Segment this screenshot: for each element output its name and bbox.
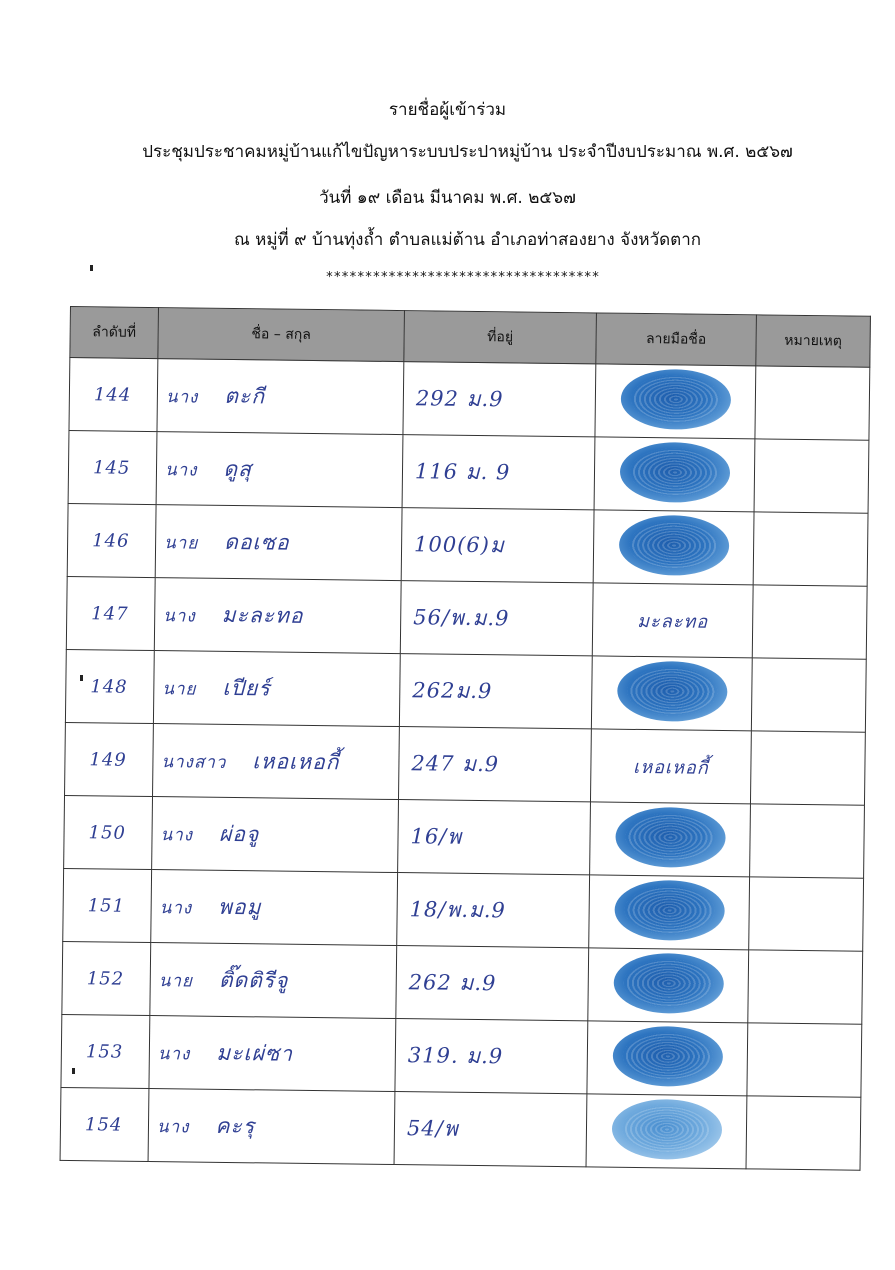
document-title: รายชื่อผู้เข้าร่วม [388, 100, 507, 120]
table-row [62, 941, 863, 1024]
meeting-location: ณ หมู่ที่ ๙ บ้านทุ่งถ้ำ ตำบลแม่ต้าน อำเภอท่าสองยาง จังหวัดตาก [233, 230, 702, 250]
name-cell [155, 505, 402, 581]
signature-cell [586, 1094, 747, 1169]
table-row [61, 1014, 862, 1097]
separator-stars: *********************************** [325, 270, 600, 285]
note-cell [747, 1023, 862, 1097]
signature-cell [595, 364, 756, 439]
table-row [60, 1087, 861, 1170]
signature-cell [589, 875, 750, 950]
address-cell: 100(6)ม [401, 508, 594, 583]
signature-cell [588, 948, 749, 1023]
fingerprint-icon [611, 1099, 722, 1160]
row-number: 152 [62, 941, 151, 1015]
given-name: ดอเซอ [224, 529, 290, 555]
signature-cell [593, 510, 754, 585]
name-cell [150, 943, 397, 1019]
row-number: 150 [64, 795, 153, 869]
given-name: ติ๊ดติรีจู [218, 967, 289, 993]
fingerprint-icon [619, 442, 730, 503]
note-cell [750, 804, 865, 878]
given-name: ผ่อจู [218, 821, 260, 846]
fingerprint-icon [618, 515, 729, 576]
scan-speck [90, 265, 93, 271]
row-number: 149 [65, 722, 154, 796]
row-number: 148 [65, 649, 154, 723]
table-body [60, 358, 870, 1171]
row-number: 153 [61, 1014, 150, 1088]
signature-cell [591, 656, 752, 731]
note-cell [746, 1096, 861, 1170]
table-row [65, 649, 866, 732]
note-cell [755, 366, 870, 440]
name-prefix: นาง [157, 1043, 191, 1065]
note-cell [754, 439, 869, 513]
meeting-date: วันที่ ๑๙ เดือน มีนาคม พ.ศ. ๒๕๖๗ [319, 188, 576, 208]
column-header-note: หมายเหตุ [756, 315, 871, 367]
row-number: 145 [68, 430, 157, 504]
given-name: มะละทอ [221, 602, 304, 628]
address-cell: 247 ม.9 [398, 727, 591, 802]
column-header-address: ที่อยู่ [404, 311, 597, 364]
table-row [68, 430, 869, 513]
name-cell [149, 1016, 396, 1092]
row-number: 144 [69, 358, 158, 432]
given-name: ตะกี [224, 383, 266, 408]
table-row [66, 576, 867, 659]
name-prefix: นาย [163, 532, 199, 554]
signature-cell [590, 802, 751, 877]
row-number: 151 [63, 868, 152, 942]
fingerprint-icon [620, 369, 731, 430]
handwritten-signature: มะละทอ [637, 610, 709, 633]
fingerprint-icon [614, 880, 725, 941]
fingerprint-icon [612, 1026, 723, 1087]
meeting-subtitle: ประชุมประชาคมหมู่บ้านแก้ไขปัญหาระบบประปาหมู่บ้าน ประจำปีงบประมาณ พ.ศ. ๒๕๖๗ [142, 142, 793, 162]
note-cell [753, 512, 868, 586]
column-header-signature: ลายมือชื่อ [596, 313, 757, 366]
given-name: พอมู [217, 894, 262, 919]
name-prefix: นางสาว [161, 751, 227, 773]
name-prefix: นาย [158, 970, 194, 992]
address-cell: 56/พ.ม.9 [400, 581, 593, 656]
name-prefix: นาง [160, 824, 194, 846]
table-row [69, 358, 870, 441]
signature-cell [590, 729, 751, 804]
note-cell [751, 658, 866, 732]
fingerprint-icon [615, 807, 726, 868]
table-row [65, 722, 866, 805]
note-cell [749, 877, 864, 951]
address-cell: 262 ม.9 [396, 946, 589, 1021]
handwritten-signature: เหอเหอกี้ [633, 756, 709, 779]
name-cell [152, 797, 399, 873]
row-number: 147 [66, 576, 155, 650]
table-row [67, 503, 868, 586]
fingerprint-icon [616, 661, 727, 722]
name-prefix: นาง [159, 897, 193, 919]
attendance-table [60, 306, 871, 1171]
name-prefix: นาง [156, 1116, 190, 1138]
fingerprint-icon [613, 953, 724, 1014]
address-cell: 16/พ [398, 800, 591, 875]
address-cell: 54/พ [394, 1092, 587, 1167]
name-cell [151, 870, 398, 946]
address-cell: 116 ม. 9 [402, 435, 595, 510]
name-prefix: นาง [163, 605, 196, 627]
attendance-table-wrapper [59, 306, 870, 1196]
name-cell [153, 651, 400, 727]
name-prefix: นาง [164, 459, 198, 481]
row-number: 146 [67, 503, 156, 577]
given-name: เปียร์ [222, 675, 271, 700]
note-cell [750, 731, 865, 805]
address-cell: 319. ม.9 [395, 1019, 588, 1094]
note-cell [748, 950, 863, 1024]
address-cell: 18/พ.ม.9 [397, 873, 590, 948]
name-cell [156, 432, 403, 508]
column-header-name: ชื่อ – สกุล [158, 308, 405, 362]
signature-cell [594, 437, 755, 512]
given-name: ดูสุ [223, 456, 253, 481]
signature-cell [587, 1021, 748, 1096]
table-row [64, 795, 865, 878]
given-name: เหอเหอกี้ [252, 748, 340, 774]
row-number: 154 [60, 1087, 149, 1161]
note-cell [752, 585, 867, 659]
given-name: มะเผ่ซา [216, 1040, 294, 1066]
address-cell: 262ม.9 [399, 654, 592, 729]
address-cell: 292 ม.9 [403, 362, 596, 437]
name-cell [157, 359, 404, 435]
name-cell [148, 1089, 395, 1165]
name-prefix: นาง [165, 386, 199, 408]
name-prefix: นาย [162, 678, 197, 700]
name-cell [153, 724, 400, 800]
column-header-number: ลำดับที่ [70, 307, 159, 359]
table-row [63, 868, 864, 951]
name-cell [154, 578, 401, 654]
given-name: คะรุ [215, 1113, 256, 1138]
signature-cell [592, 583, 753, 658]
